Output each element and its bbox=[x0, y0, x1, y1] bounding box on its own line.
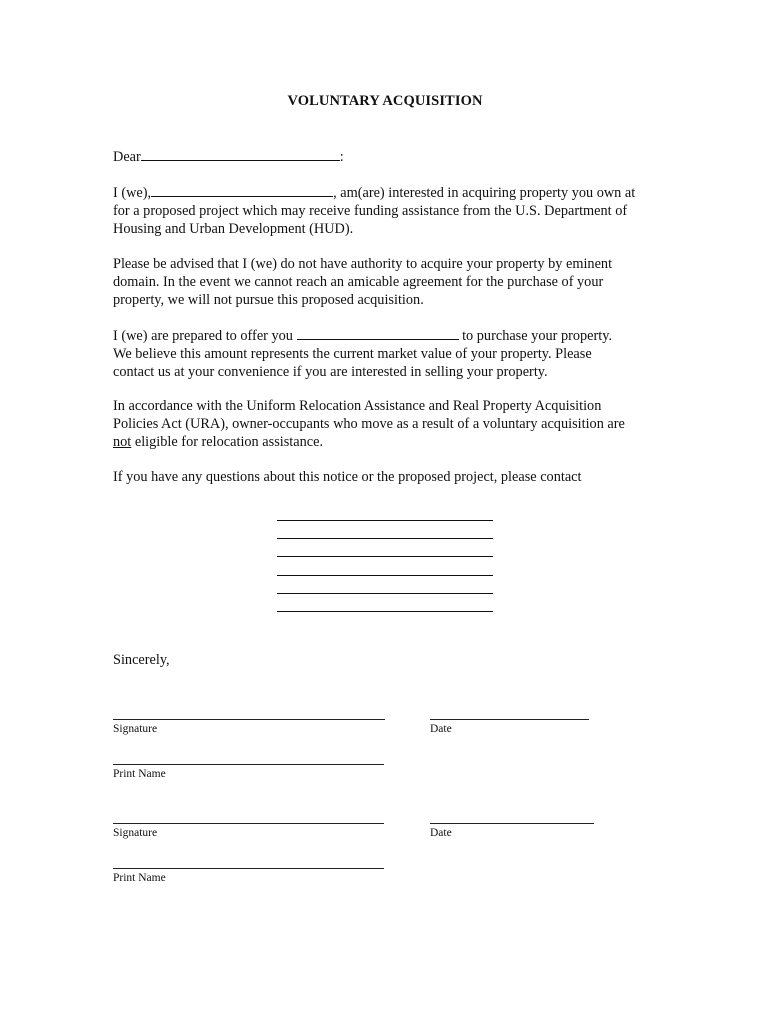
paragraph-authority bbox=[113, 256, 673, 309]
closing: Sincerely, bbox=[113, 652, 170, 668]
paragraph-interest bbox=[113, 184, 673, 238]
paragraph-line: Policies Act (URA), owner-occupants who move as a result of a voluntary acquisition are bbox=[113, 415, 625, 432]
contact-line-field[interactable] bbox=[277, 593, 493, 594]
paragraph-line: If you have any questions about this notice or the proposed project, please contact bbox=[113, 469, 582, 485]
paragraph-line bbox=[113, 327, 673, 346]
contact-line-field[interactable] bbox=[277, 575, 493, 576]
print-name-line[interactable] bbox=[113, 764, 384, 765]
salutation-prefix: Dear bbox=[113, 149, 141, 165]
buyer-prefix: I (we), bbox=[113, 185, 152, 201]
date-label: Date bbox=[430, 827, 452, 839]
paragraph-line bbox=[113, 434, 673, 452]
paragraph-offer bbox=[113, 327, 673, 381]
paragraph-line: Housing and Urban Development (HUD). bbox=[113, 220, 354, 237]
contact-line-field[interactable] bbox=[277, 611, 493, 612]
paragraph-ura bbox=[113, 398, 673, 451]
document-title: VOLUNTARY ACQUISITION bbox=[287, 93, 483, 109]
paragraph-line: In accordance with the Uniform Relocation Assistance and Real Property Acquisition bbox=[113, 398, 602, 414]
signature-line[interactable] bbox=[113, 823, 384, 824]
print-name-line[interactable] bbox=[113, 868, 384, 869]
paragraph-line: domain. In the event we cannot reach an amicable agreement for the purchase of your bbox=[113, 273, 604, 290]
paragraph-line: for a proposed project which may receive funding assistance from the U.S. Department of bbox=[113, 202, 628, 219]
not-emphasis: not bbox=[113, 433, 132, 450]
date-line[interactable] bbox=[430, 719, 589, 720]
contact-line-field[interactable] bbox=[277, 520, 493, 521]
salutation bbox=[113, 148, 673, 167]
salutation-suffix: : bbox=[339, 149, 344, 165]
offer-amount-field[interactable] bbox=[297, 327, 459, 340]
date-label: Date bbox=[430, 723, 452, 735]
offer-prefix: I (we) are prepared to offer you bbox=[113, 328, 297, 344]
print-name-label: Print Name bbox=[113, 768, 166, 780]
paragraph-contact bbox=[113, 469, 673, 487]
buyer-suffix: , am(are) interested in acquiring property you own at bbox=[333, 185, 636, 201]
buyer-name-field[interactable] bbox=[151, 184, 333, 197]
paragraph-line: contact us at your convenience if you are interested in selling your property. bbox=[113, 363, 548, 380]
recipient-name-field[interactable] bbox=[141, 148, 340, 161]
signature-label: Signature bbox=[113, 723, 158, 735]
eligibility-text: eligible for relocation assistance. bbox=[131, 433, 324, 450]
contact-line-field[interactable] bbox=[277, 556, 493, 557]
contact-info-block bbox=[277, 520, 493, 629]
contact-line-field[interactable] bbox=[277, 538, 493, 539]
paragraph-line: property, we will not pursue this proposed acquisition. bbox=[113, 291, 424, 308]
signature-line[interactable] bbox=[113, 719, 385, 720]
offer-suffix: to purchase your property. bbox=[458, 328, 613, 344]
signature-label: Signature bbox=[113, 827, 158, 839]
date-line[interactable] bbox=[430, 823, 594, 824]
paragraph-line: Please be advised that I (we) do not have authority to acquire your property by eminent bbox=[113, 256, 613, 272]
print-name-label: Print Name bbox=[113, 872, 166, 884]
paragraph-line bbox=[113, 184, 673, 203]
paragraph-line: We believe this amount represents the current market value of your property. Please bbox=[113, 345, 592, 362]
